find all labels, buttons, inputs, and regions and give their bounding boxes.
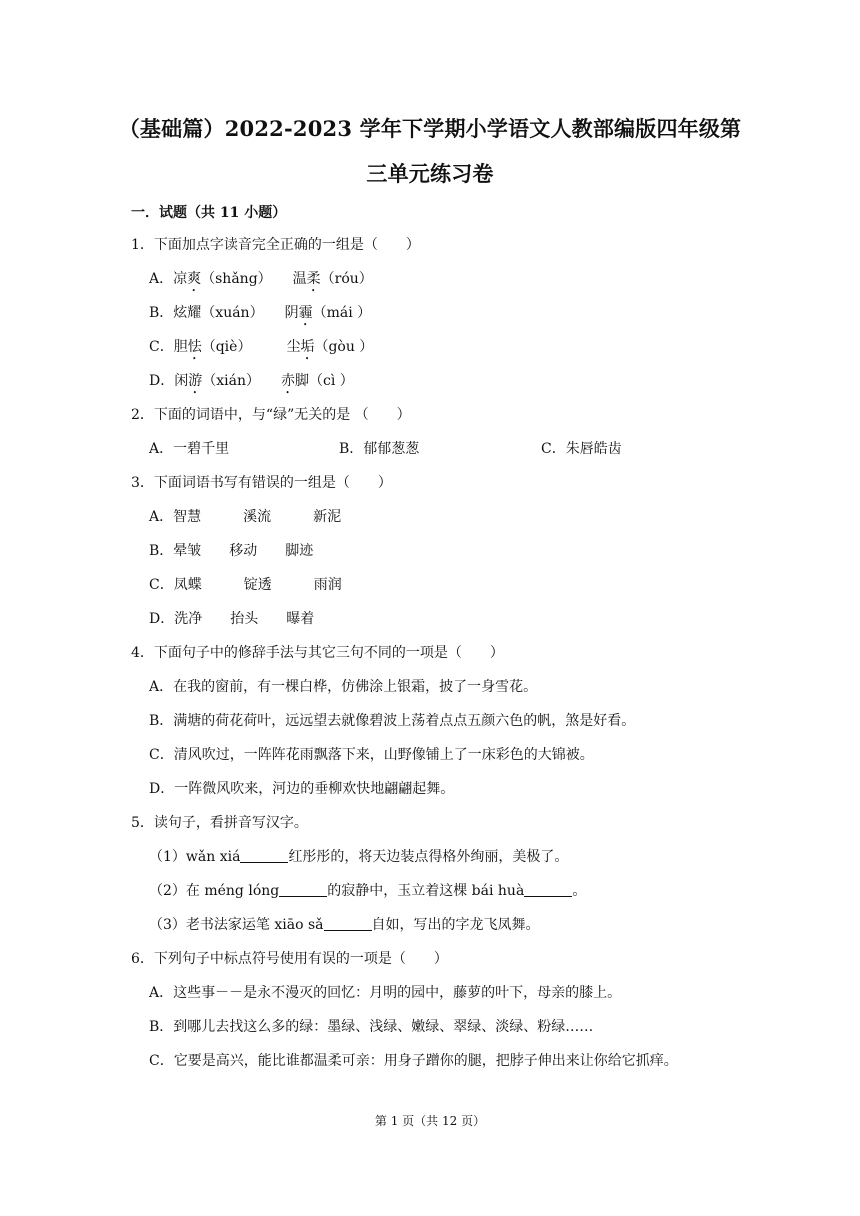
question-1-option-d: D．闲游（xián） 赤脚（cì ）	[149, 373, 354, 389]
question-1-option-c: C．胆怯（qiè） 尘垢（gòu ）	[149, 339, 374, 355]
answer-blank[interactable]	[240, 848, 288, 863]
question-1-option-a: A．凉爽（shǎng） 温柔（róu）	[149, 271, 373, 287]
question-6-option-a: A．这些事－－是永不漫灭的回忆：月明的园中，藤萝的叶下，母亲的膝上。	[149, 985, 622, 1001]
answer-blank[interactable]	[324, 916, 372, 931]
section-heading: 一．试题（共 11 小题）	[131, 205, 287, 221]
answer-blank[interactable]	[524, 882, 572, 897]
question-4-option-b: B．满塘的荷花荷叶，远远望去就像碧波上荡着点点五颜六色的帆，煞是好看。	[149, 713, 636, 729]
question-5-sentence-2: （2）在 méng lóng 的寂静中，玉立着这棵 bái huà 。	[149, 883, 587, 899]
question-3-option-d: D．洗净 抬头 曝着	[149, 611, 315, 627]
question-3-option-b: B．晕皱 移动 脚迹	[149, 543, 314, 559]
question-5-stem: 5．读句子，看拼音写汉字。	[131, 815, 308, 831]
question-4-option-a: A．在我的窗前，有一棵白桦，仿佛涂上银霜，披了一身雪花。	[149, 679, 538, 695]
question-6-option-c: C．它要是高兴，能比谁都温柔可亲：用身子蹭你的腿，把脖子伸出来让你给它抓痒。	[149, 1053, 678, 1069]
question-2-option-a: A．一碧千里	[149, 441, 230, 457]
question-4-option-c: C．清风吹过，一阵阵花雨飘落下来，山野像铺上了一床彩色的大锦被。	[149, 747, 594, 763]
question-5-sentence-1: （1）wǎn xiá 红彤彤的，将天边装点得格外绚丽，美极了。	[149, 849, 569, 865]
question-3-stem: 3．下面词语书写有错误的一组是（ ）	[131, 475, 392, 491]
question-1-stem: 1．下面加点字读音完全正确的一组是（ ）	[131, 237, 420, 253]
question-6-stem: 6．下列句子中标点符号使用有误的一项是（ ）	[131, 951, 448, 967]
question-3-option-c: C．凤蝶 锭透 雨润	[149, 577, 342, 593]
question-6-option-b: B．到哪儿去找这么多的绿：墨绿、浅绿、嫩绿、翠绿、淡绿、粉绿……	[149, 1019, 594, 1035]
question-2-option-b: B．郁郁葱葱	[339, 441, 420, 457]
document-title-line-1: （基础篇）2022-2023 学年下学期小学语文人教部编版四年级第	[118, 116, 742, 141]
document-title-line-2: 三单元练习卷	[366, 161, 494, 186]
question-4-stem: 4．下面句子中的修辞手法与其它三句不同的一项是（ ）	[131, 645, 504, 661]
question-1-option-b: B．炫耀（xuán） 阴霾（mái ）	[149, 305, 372, 321]
question-3-option-a: A．智慧 溪流 新泥	[149, 509, 342, 525]
page-footer: 第 1 页（共 12 页）	[374, 1114, 486, 1128]
question-5-sentence-3: （3）老书法家运笔 xiāo sǎ 自如，写出的字龙飞凤舞。	[149, 917, 540, 933]
question-2-stem: 2．下面的词语中，与“绿”无关的是 （ ）	[131, 407, 411, 423]
question-4-option-d: D．一阵微风吹来，河边的垂柳欢快地翩翩起舞。	[149, 781, 455, 797]
question-2-option-c: C．朱唇皓齿	[541, 441, 622, 457]
answer-blank[interactable]	[279, 882, 327, 897]
